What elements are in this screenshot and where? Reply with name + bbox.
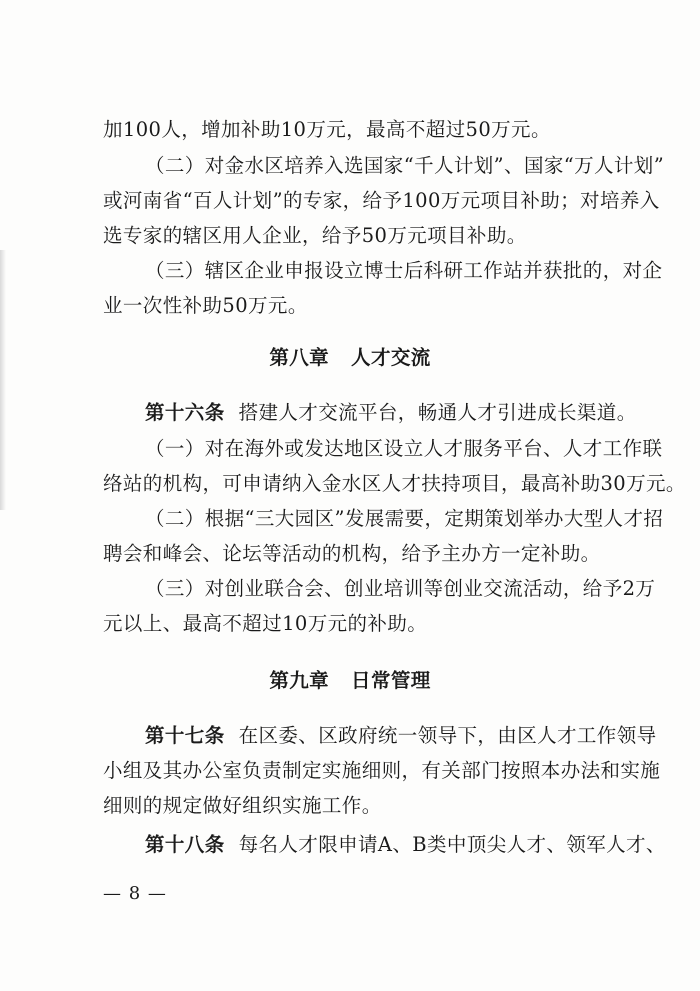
page-number: — 8 — bbox=[103, 883, 167, 904]
text-line: 络站的机构，可申请纳入金水区人才扶持项目，最高补助30万元。 bbox=[103, 472, 686, 495]
text-line: 聘会和峰会、论坛等活动的机构，给予主办方一定补助。 bbox=[103, 542, 601, 565]
article-17-text: 在区委、区政府统一领导下，由区人才工作领导 bbox=[238, 724, 657, 747]
article-17-label: 第十七条 bbox=[145, 724, 225, 747]
text-line: 选专家的辖区用人企业，给予50万元项目补助。 bbox=[103, 224, 527, 247]
text-line: 元以上、最高不超过10万元的补助。 bbox=[103, 612, 428, 635]
article-16-label: 第十六条 bbox=[145, 401, 225, 424]
chapter-8-title: 人才交流 bbox=[351, 346, 431, 369]
text-line: 业一次性补助50万元。 bbox=[103, 294, 308, 317]
text-line: 细则的规定做好组织实施工作。 bbox=[103, 794, 382, 817]
text-line: （三）辖区企业申报设立博士后科研工作站并获批的，对企 bbox=[145, 259, 663, 282]
text-line: 或河南省“百人计划”的专家，给予100万元项目补助；对培养入 bbox=[103, 189, 660, 212]
text-line: （一）对在海外或发达地区设立人才服务平台、人才工作联 bbox=[145, 437, 663, 460]
article-17 bbox=[145, 723, 657, 749]
text-line: （三）对创业联合会、创业培训等创业交流活动，给予2万 bbox=[145, 577, 656, 600]
text-line: 加100人，增加补助10万元，最高不超过50万元。 bbox=[103, 118, 551, 141]
article-16 bbox=[145, 400, 637, 426]
chapter-9-title: 日常管理 bbox=[351, 669, 431, 692]
chapter-9-heading bbox=[0, 668, 700, 694]
article-16-text: 搭建人才交流平台，畅通人才引进成长渠道。 bbox=[238, 401, 637, 424]
text-line: （二）根据“三大园区”发展需要，定期策划举办大型人才招 bbox=[145, 507, 664, 530]
text-line: （二）对金水区培养入选国家“千人计划”、国家“万人计划” bbox=[145, 154, 665, 177]
article-18-label: 第十八条 bbox=[145, 833, 225, 856]
scan-edge-shadow bbox=[0, 250, 6, 510]
chapter-8-heading bbox=[0, 345, 700, 371]
article-18 bbox=[145, 832, 666, 858]
chapter-9-number: 第九章 bbox=[269, 669, 330, 692]
text-line: 小组及其办公室负责制定实施细则，有关部门按照本办法和实施 bbox=[103, 759, 661, 782]
article-18-text: 每名人才限申请A、B类中顶尖人才、领军人才、 bbox=[238, 833, 666, 856]
chapter-8-number: 第八章 bbox=[269, 346, 330, 369]
